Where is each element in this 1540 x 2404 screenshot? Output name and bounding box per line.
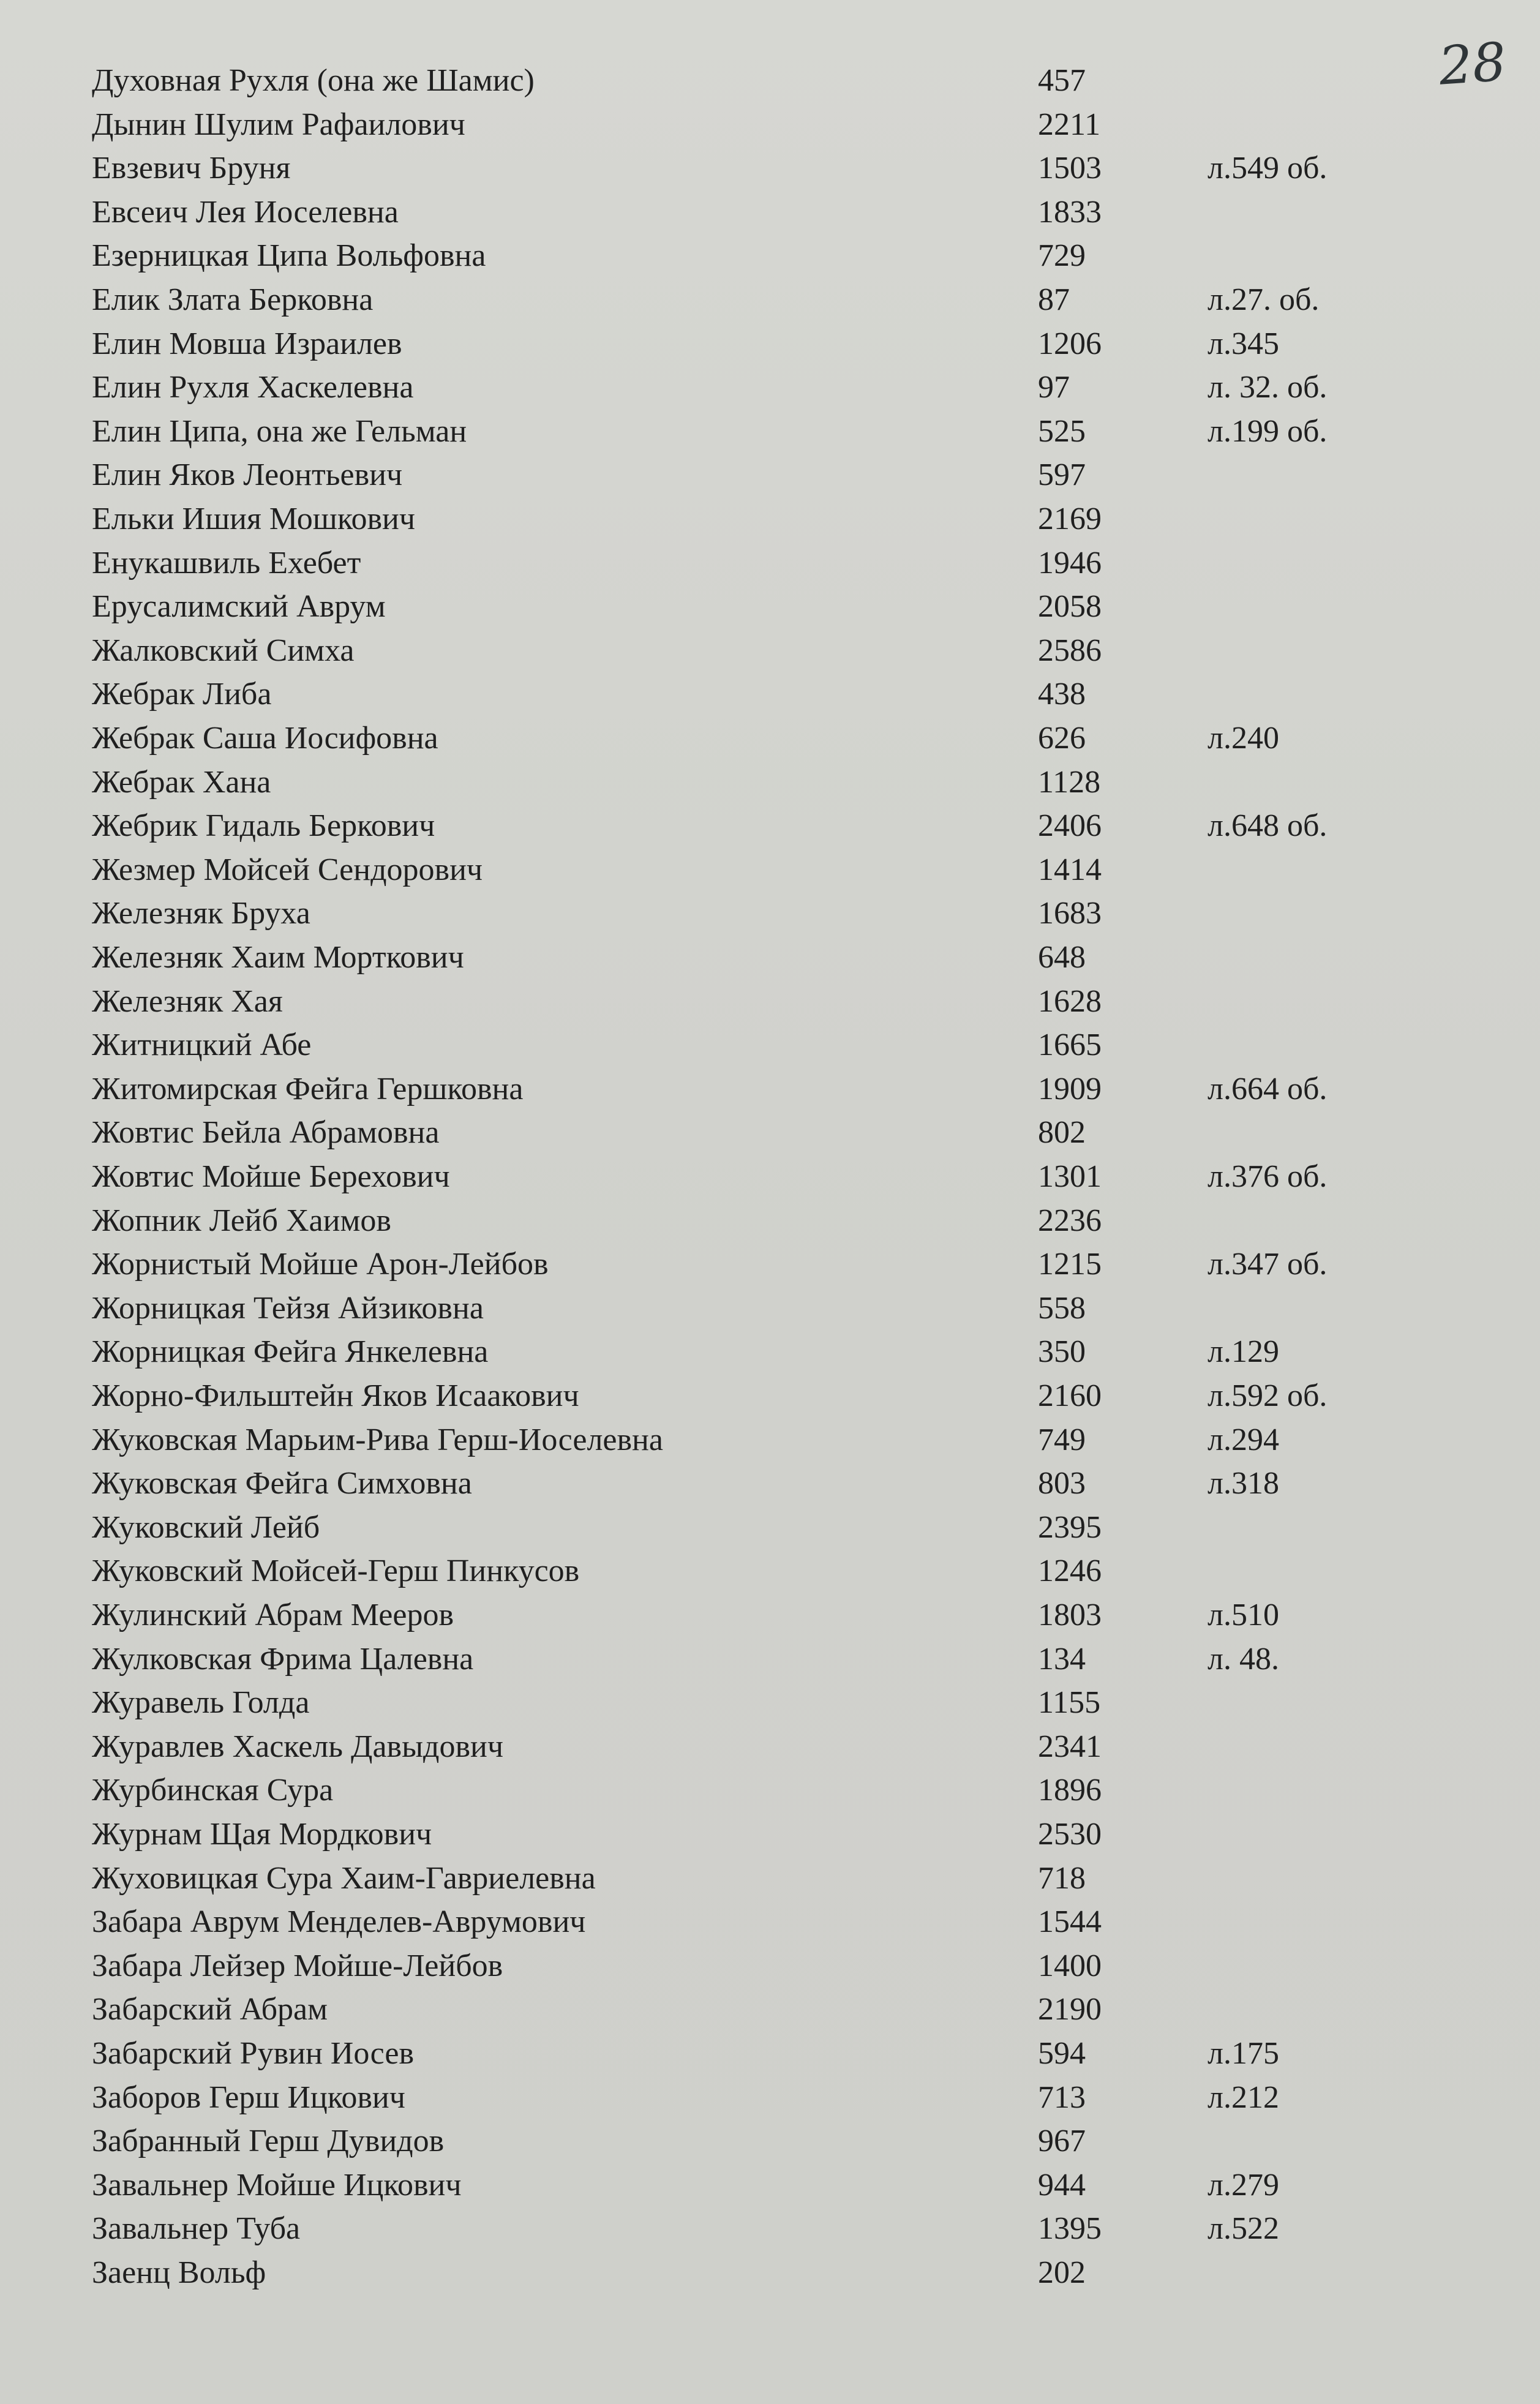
- entry-number: 134: [1038, 1641, 1086, 1677]
- entry-name: Ерусалимский Аврум: [92, 589, 386, 625]
- entry-sheet-ref: л.294: [1208, 1422, 1279, 1457]
- list-item: [0, 2032, 1540, 2076]
- entry-name: Езерницкая Ципа Вольфовна: [92, 238, 486, 274]
- entry-number: 2236: [1038, 1203, 1102, 1238]
- list-item: [0, 2251, 1540, 2295]
- entry-name: Жулковская Фрима Цалевна: [92, 1641, 474, 1677]
- list-item: [0, 1549, 1540, 1593]
- list-item: [0, 59, 1540, 103]
- list-item: [0, 2076, 1540, 2120]
- entry-number: 1206: [1038, 326, 1102, 361]
- entry-name: Жовтис Бейла Абрамовна: [92, 1115, 440, 1151]
- entry-number: 97: [1038, 370, 1070, 405]
- entry-number: 2190: [1038, 1992, 1102, 2027]
- entry-name: Духовная Рухля (она же Шамис): [92, 63, 535, 98]
- entry-sheet-ref: л.129: [1208, 1334, 1279, 1370]
- list-item: [0, 2163, 1540, 2207]
- entry-name: Евзевич Бруня: [92, 151, 291, 186]
- entry-number: 1909: [1038, 1071, 1102, 1106]
- entry-sheet-ref: л.318: [1208, 1466, 1279, 1501]
- entry-name: Жорницкая Фейга Янкелевна: [92, 1334, 489, 1370]
- entry-name: Завальнер Туба: [92, 2211, 301, 2247]
- entry-number: 1503: [1038, 151, 1102, 186]
- entry-number: 1833: [1038, 194, 1102, 230]
- list-item: [0, 672, 1540, 716]
- entry-name: Жулинский Абрам Мееров: [92, 1598, 454, 1632]
- entry-name: Заенц Вольф: [92, 2255, 266, 2290]
- entry-name: Евсеич Лея Иоселевна: [92, 194, 399, 230]
- entry-number: 2058: [1038, 589, 1102, 625]
- entry-name: Журнам Щая Мордкович: [92, 1817, 432, 1852]
- entry-sheet-ref: л.347 об.: [1208, 1247, 1328, 1282]
- entry-sheet-ref: л.199 об.: [1208, 413, 1328, 449]
- entry-number: 1400: [1038, 1948, 1102, 1983]
- entry-number: 626: [1038, 721, 1086, 756]
- entry-name: Жуховицкая Сура Хаим-Гавриелевна: [92, 1860, 596, 1896]
- entry-number: 2160: [1038, 1378, 1102, 1413]
- entry-sheet-ref: л.510: [1208, 1598, 1279, 1632]
- entry-number: 2530: [1038, 1817, 1102, 1852]
- entry-name: Жалковский Симха: [92, 633, 355, 668]
- entry-name: Завальнер Мойше Ицкович: [92, 2167, 462, 2203]
- entry-sheet-ref: л.279: [1208, 2167, 1279, 2203]
- list-item: [0, 146, 1540, 190]
- entry-name: Ельки Ишия Мошкович: [92, 501, 415, 536]
- list-item: [0, 1111, 1540, 1155]
- entry-number: 1628: [1038, 983, 1102, 1019]
- entry-name: Елин Рухля Хаскелевна: [92, 370, 414, 405]
- list-item: [0, 366, 1540, 410]
- entry-number: 2586: [1038, 633, 1102, 668]
- entry-name: Заборов Герш Ицкович: [92, 2079, 405, 2115]
- entry-name: Жопник Лейб Хаимов: [92, 1203, 391, 1238]
- entry-number: 1128: [1038, 764, 1101, 800]
- entry-number: 1946: [1038, 545, 1102, 580]
- entry-sheet-ref: л.345: [1208, 326, 1279, 361]
- entry-name: Жуковская Марьим-Рива Герш-Иоселевна: [92, 1422, 663, 1457]
- list-item: [0, 453, 1540, 497]
- entry-name: Жебрик Гидаль Беркович: [92, 808, 435, 844]
- entry-number: 1395: [1038, 2211, 1102, 2247]
- list-item: [0, 1242, 1540, 1287]
- entry-number: 944: [1038, 2167, 1086, 2203]
- entry-number: 1665: [1038, 1027, 1102, 1063]
- entry-name: Жебрак Либа: [92, 677, 272, 712]
- entry-number: 1155: [1038, 1685, 1101, 1721]
- entry-number: 802: [1038, 1115, 1086, 1151]
- entry-number: 1896: [1038, 1773, 1102, 1808]
- list-item: [0, 1637, 1540, 1681]
- list-item: [0, 410, 1540, 454]
- entry-sheet-ref: л.240: [1208, 721, 1279, 756]
- entry-name: Жовтис Мойше Берехович: [92, 1159, 450, 1194]
- entry-name: Забара Аврум Менделев-Аврумович: [92, 1904, 586, 1940]
- entry-name: Железняк Бруха: [92, 896, 310, 931]
- entry-number: 457: [1038, 63, 1086, 98]
- list-item: [0, 1900, 1540, 1944]
- page-number: 28: [1437, 31, 1508, 97]
- list-item: [0, 1155, 1540, 1199]
- list-item: [0, 2119, 1540, 2163]
- entry-name: Журавель Голда: [92, 1685, 310, 1721]
- entry-name: Енукашвиль Ехебет: [92, 545, 361, 580]
- entry-name: Забранный Герш Дувидов: [92, 2124, 445, 2159]
- entry-number: 2341: [1038, 1729, 1102, 1764]
- entry-name: Елин Мовша Израилев: [92, 326, 402, 361]
- list-item: [0, 1418, 1540, 1462]
- entry-sheet-ref: л. 48.: [1208, 1641, 1279, 1677]
- entry-name: Жорницкая Тейзя Айзиковна: [92, 1290, 484, 1326]
- entry-name: Елин Яков Леонтьевич: [92, 457, 403, 493]
- entry-number: 749: [1038, 1422, 1086, 1457]
- entry-number: 648: [1038, 940, 1086, 975]
- entry-sheet-ref: л.376 об.: [1208, 1159, 1328, 1194]
- entry-number: 597: [1038, 457, 1086, 493]
- entry-name: Жебрак Саша Иосифовна: [92, 721, 438, 756]
- entry-number: 525: [1038, 413, 1086, 449]
- list-item: [0, 1593, 1540, 1637]
- entry-sheet-ref: л.664 об.: [1208, 1071, 1328, 1106]
- entry-number: 1544: [1038, 1904, 1102, 1940]
- list-item: [0, 1287, 1540, 1331]
- list-item: [0, 1067, 1540, 1111]
- list-item: [0, 2207, 1540, 2251]
- entry-number: 438: [1038, 677, 1086, 712]
- list-item: [0, 1023, 1540, 1067]
- entry-name: Жебрак Хана: [92, 764, 271, 800]
- entry-sheet-ref: л.522: [1208, 2211, 1279, 2247]
- entry-name: Жуковский Лейб: [92, 1509, 320, 1545]
- list-item: [0, 1374, 1540, 1418]
- entry-number: 1414: [1038, 852, 1102, 887]
- entry-name: Житницкий Абе: [92, 1027, 312, 1063]
- list-item: [0, 804, 1540, 848]
- entry-number: 1803: [1038, 1598, 1102, 1632]
- entry-name: Елик Злата Берковна: [92, 282, 374, 317]
- entry-name: Забарский Рувин Иосев: [92, 2036, 414, 2071]
- entry-name: Житомирская Фейга Гершковна: [92, 1071, 524, 1106]
- entry-sheet-ref: л.549 об.: [1208, 151, 1328, 186]
- list-item: [0, 497, 1540, 541]
- entry-number: 202: [1038, 2255, 1086, 2290]
- entry-number: 2211: [1038, 107, 1101, 142]
- entry-name: Железняк Хая: [92, 983, 283, 1019]
- list-item: [0, 848, 1540, 892]
- entry-sheet-ref: л.212: [1208, 2079, 1279, 2115]
- entry-number: 87: [1038, 282, 1070, 317]
- entry-sheet-ref: л.175: [1208, 2036, 1279, 2071]
- entry-number: 1215: [1038, 1247, 1102, 1282]
- list-item: [0, 936, 1540, 980]
- entry-name: Жуковская Фейга Симховна: [92, 1466, 472, 1501]
- entry-number: 729: [1038, 238, 1086, 274]
- entry-name: Железняк Хаим Морткович: [92, 940, 464, 975]
- entry-number: 713: [1038, 2079, 1086, 2115]
- list-item: [0, 585, 1540, 629]
- entry-name: Журавлев Хаскель Давыдович: [92, 1729, 504, 1764]
- list-item: [0, 541, 1540, 585]
- list-item: [0, 1506, 1540, 1550]
- entry-number: 2395: [1038, 1509, 1102, 1545]
- entry-number: 1246: [1038, 1553, 1102, 1589]
- entry-number: 967: [1038, 2124, 1086, 2159]
- entry-name: Жуковский Мойсей-Герш Пинкусов: [92, 1553, 580, 1589]
- entry-sheet-ref: л.27. об.: [1208, 282, 1320, 317]
- list-item: [0, 1768, 1540, 1812]
- entry-name: Жорно-Фильштейн Яков Исаакович: [92, 1378, 579, 1413]
- list-item: [0, 1462, 1540, 1506]
- list-item: [0, 190, 1540, 235]
- entry-name: Жорнистый Мойше Арон-Лейбов: [92, 1247, 549, 1282]
- entry-name: Забара Лейзер Мойше-Лейбов: [92, 1948, 503, 1983]
- entry-name: Дынин Шулим Рафаилович: [92, 107, 465, 142]
- entry-number: 803: [1038, 1466, 1086, 1501]
- list-item: [0, 1812, 1540, 1857]
- entry-number: 2169: [1038, 501, 1102, 536]
- entry-name: Забарский Абрам: [92, 1992, 328, 2027]
- entry-number: 558: [1038, 1290, 1086, 1326]
- entry-sheet-ref: л.648 об.: [1208, 808, 1328, 844]
- entry-name: Елин Ципа, она же Гельман: [92, 413, 467, 449]
- list-item: [0, 629, 1540, 673]
- list-item: [0, 1988, 1540, 2032]
- list-item: [0, 278, 1540, 322]
- list-item: [0, 234, 1540, 278]
- list-item: [0, 1199, 1540, 1243]
- list-item: [0, 1857, 1540, 1901]
- entry-number: 2406: [1038, 808, 1102, 844]
- entry-sheet-ref: л. 32. об.: [1208, 370, 1328, 405]
- list-item: [0, 980, 1540, 1024]
- entry-number: 350: [1038, 1334, 1086, 1370]
- list-item: [0, 1944, 1540, 1988]
- list-item: [0, 1725, 1540, 1769]
- list-item: [0, 1330, 1540, 1374]
- entry-number: 1301: [1038, 1159, 1102, 1194]
- entry-number: 594: [1038, 2036, 1086, 2071]
- entry-name: Журбинская Сура: [92, 1773, 334, 1808]
- list-item: [0, 103, 1540, 147]
- list-item: [0, 1681, 1540, 1725]
- list-item: [0, 322, 1540, 366]
- list-item: [0, 716, 1540, 761]
- entry-number: 718: [1038, 1860, 1086, 1896]
- entry-number: 1683: [1038, 896, 1102, 931]
- entry-name: Жезмер Мойсей Сендорович: [92, 852, 483, 887]
- list-item: [0, 761, 1540, 805]
- entry-sheet-ref: л.592 об.: [1208, 1378, 1328, 1413]
- list-item: [0, 892, 1540, 936]
